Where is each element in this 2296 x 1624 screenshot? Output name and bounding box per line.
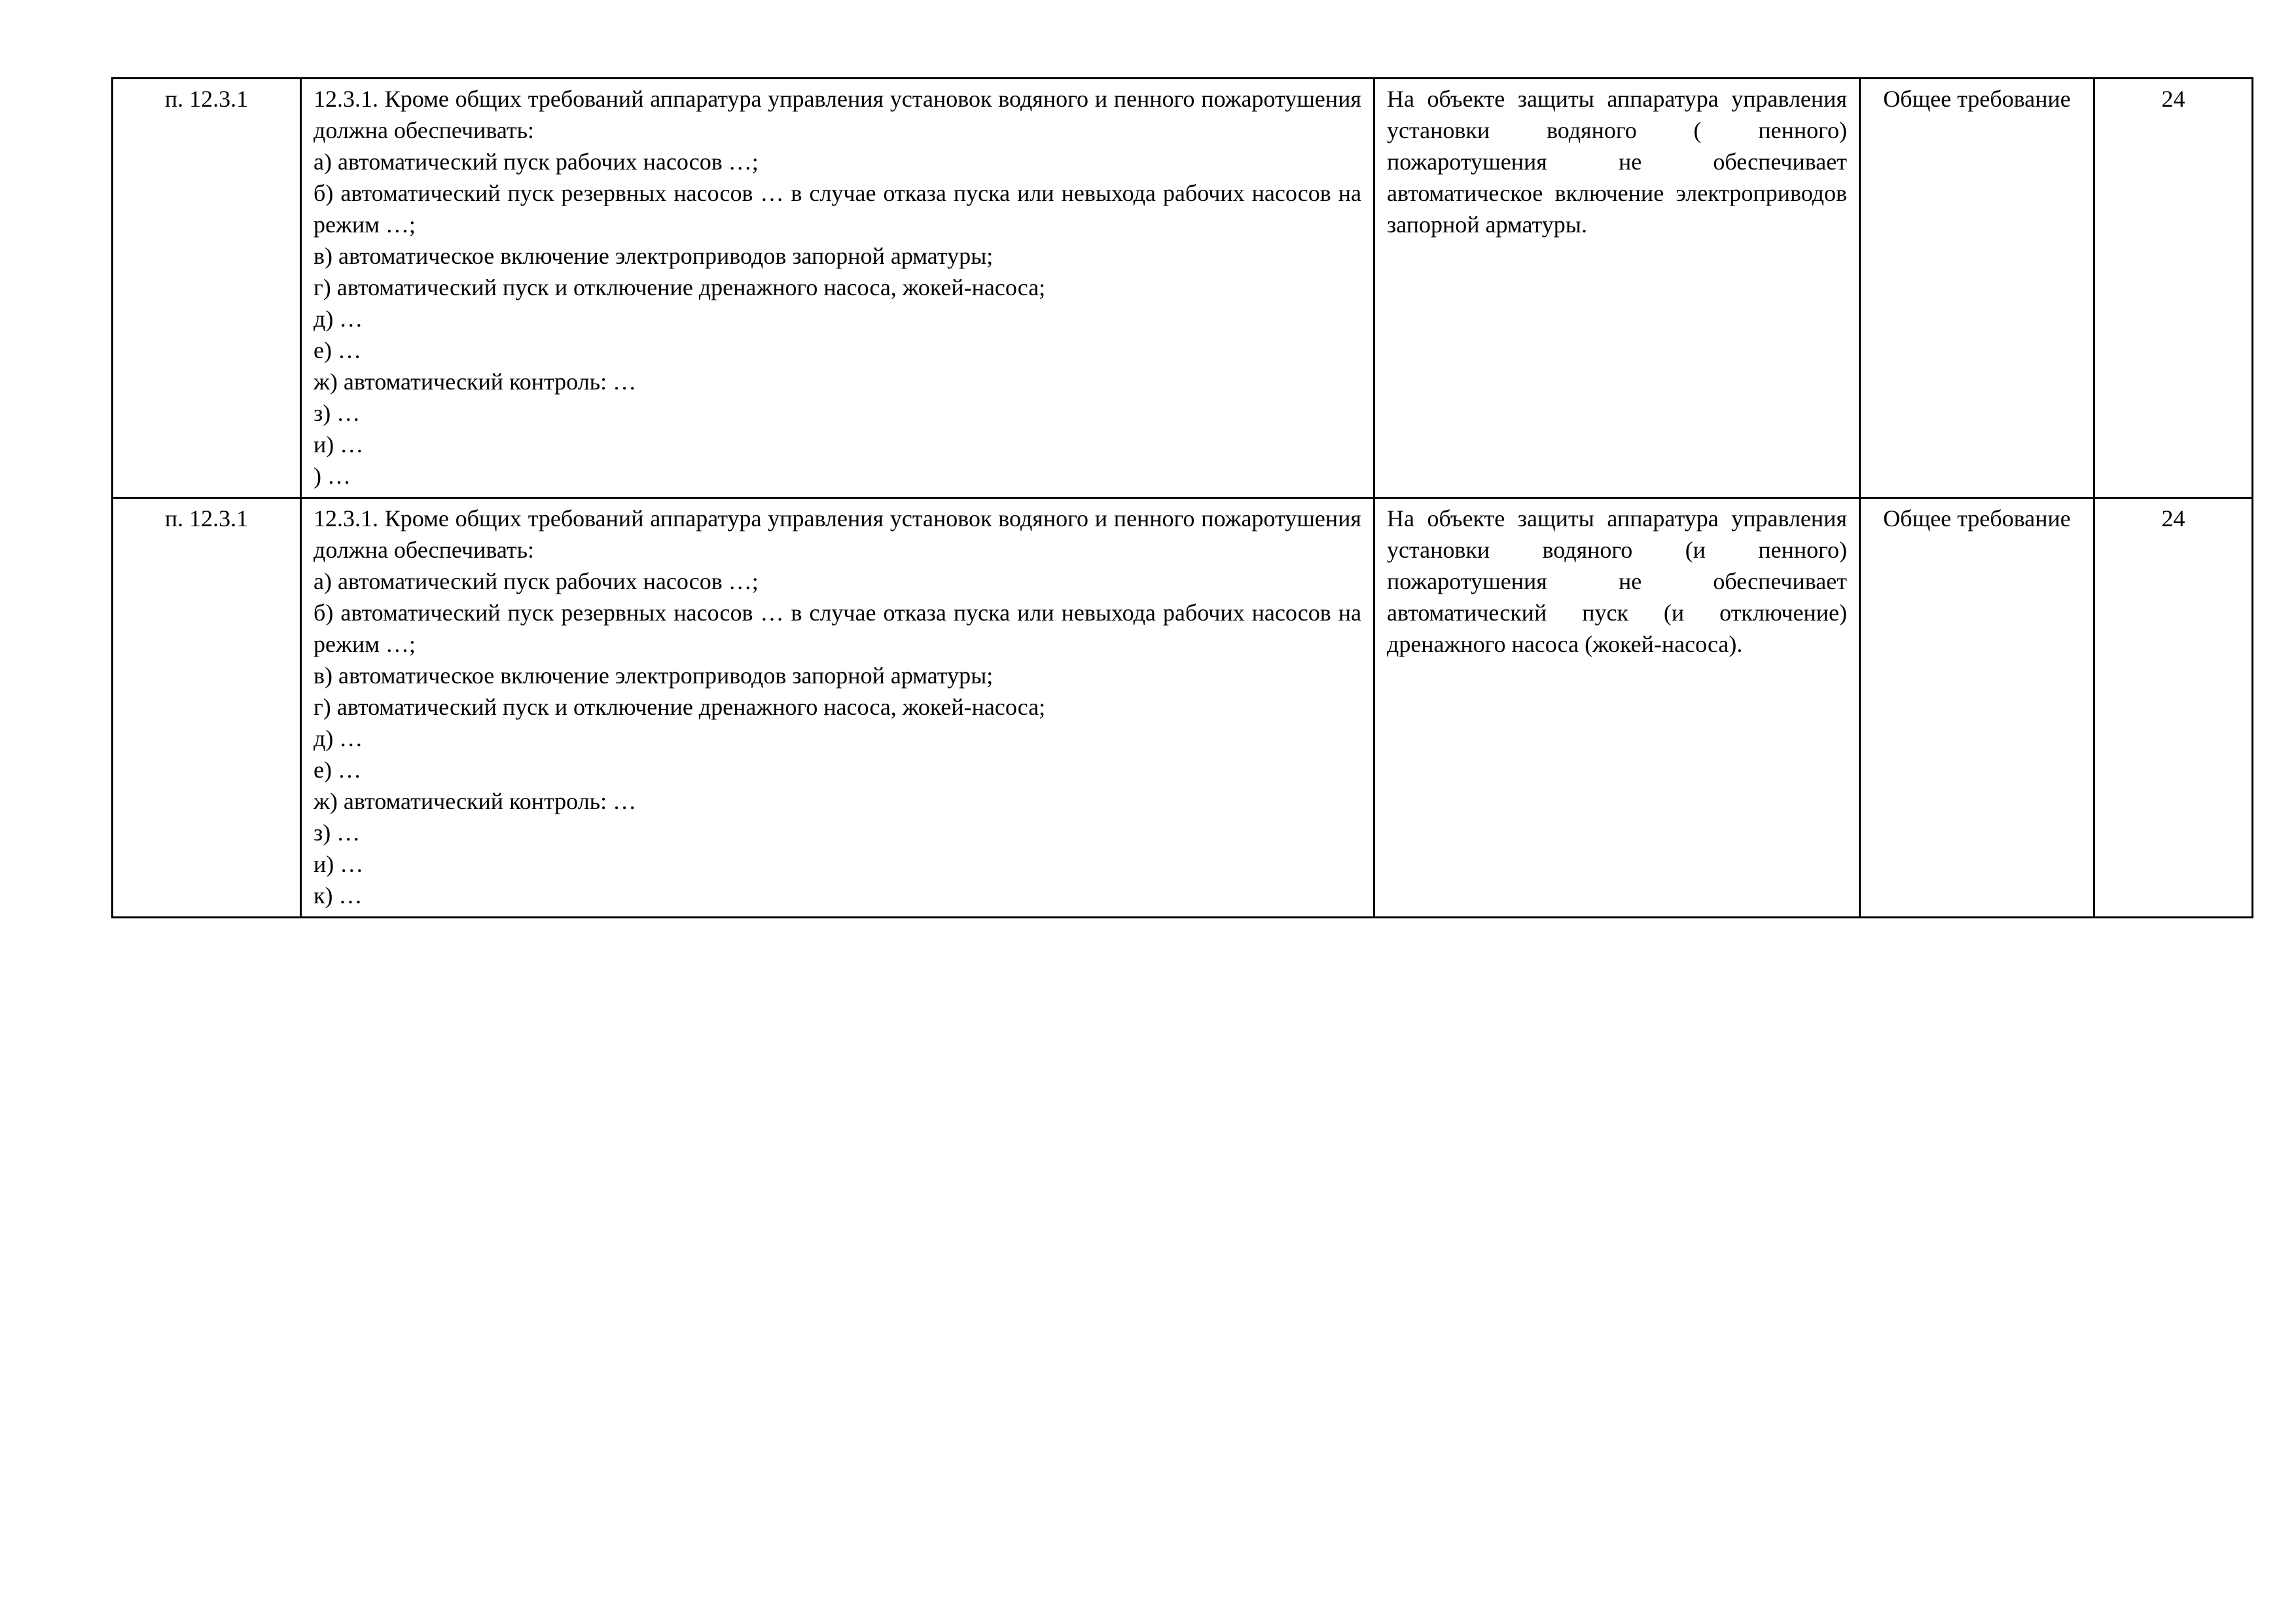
requirement-line: а) автоматический пуск рабочих насосов …;: [314, 568, 759, 594]
category-cell: [1860, 79, 2094, 498]
requirement-line: з) …: [314, 400, 361, 426]
table-row: [113, 498, 2253, 918]
requirement-line: г) автоматический пуск и отключение дренажного насоса, жокей-насоса;: [314, 274, 1046, 300]
table-row: [113, 79, 2253, 498]
finding-cell: [1374, 79, 1860, 498]
ref-cell: [2094, 79, 2253, 498]
finding-cell: [1374, 498, 1860, 918]
requirement-line: е) …: [314, 757, 361, 783]
requirement-text: [314, 503, 1361, 911]
document-page: [111, 77, 2251, 918]
requirement-cell: [301, 79, 1374, 498]
requirement-line: к) …: [314, 882, 363, 909]
ref-number: 24: [2161, 505, 2185, 532]
table-body: [113, 79, 2253, 918]
requirement-line: е) …: [314, 337, 361, 363]
requirement-line: д) …: [314, 306, 363, 332]
requirement-line: 12.3.1. Кроме общих требований аппаратура управления установок водяного и пенного пожаротушения должна обеспечивать:: [314, 86, 1361, 143]
finding-text: На объекте защиты аппаратура управления установки водяного (и пенного) пожаротушения не обеспечивает автоматический пуск (и отключение) дренажного насоса (жокей-насоса).: [1387, 505, 1847, 657]
requirement-line: г) автоматический пуск и отключение дренажного насоса, жокей-насоса;: [314, 694, 1046, 720]
requirement-line: в) автоматическое включение электроприводов запорной арматуры;: [314, 662, 994, 689]
requirement-line: д) …: [314, 725, 363, 751]
ref-number: 24: [2161, 86, 2185, 112]
requirement-cell: [301, 498, 1374, 918]
clause-text: п. 12.3.1: [164, 505, 249, 532]
requirement-line: з) …: [314, 820, 361, 846]
ref-cell: [2094, 498, 2253, 918]
clause-cell: [113, 79, 301, 498]
requirement-line: б) автоматический пуск резервных насосов … в случае отказа пуска или невыхода рабочих насосов на режим …;: [314, 180, 1361, 238]
requirement-line: и) …: [314, 851, 364, 877]
finding-text: На объекте защиты аппаратура управления установки водяного ( пенного) пожаротушения не обеспечивает автоматическое включение электроприводов запорной арматуры.: [1387, 86, 1847, 238]
category-text: Общее требование: [1883, 86, 2071, 112]
requirement-line: ж) автоматический контроль: …: [314, 788, 637, 814]
category-text: Общее требование: [1883, 505, 2071, 532]
requirement-text: [314, 83, 1361, 492]
clause-cell: [113, 498, 301, 918]
requirement-line: а) автоматический пуск рабочих насосов …;: [314, 149, 759, 175]
requirement-line: 12.3.1. Кроме общих требований аппаратура управления установок водяного и пенного пожаротушения должна обеспечивать:: [314, 505, 1361, 563]
requirement-line: ж) автоматический контроль: …: [314, 369, 637, 395]
category-cell: [1860, 498, 2094, 918]
requirement-line: б) автоматический пуск резервных насосов … в случае отказа пуска или невыхода рабочих насосов на режим …;: [314, 600, 1361, 657]
requirement-line: и) …: [314, 431, 364, 458]
requirement-line: ) …: [314, 463, 351, 489]
requirements-table: [111, 77, 2253, 918]
clause-text: п. 12.3.1: [164, 86, 249, 112]
requirement-line: в) автоматическое включение электроприводов запорной арматуры;: [314, 243, 994, 269]
